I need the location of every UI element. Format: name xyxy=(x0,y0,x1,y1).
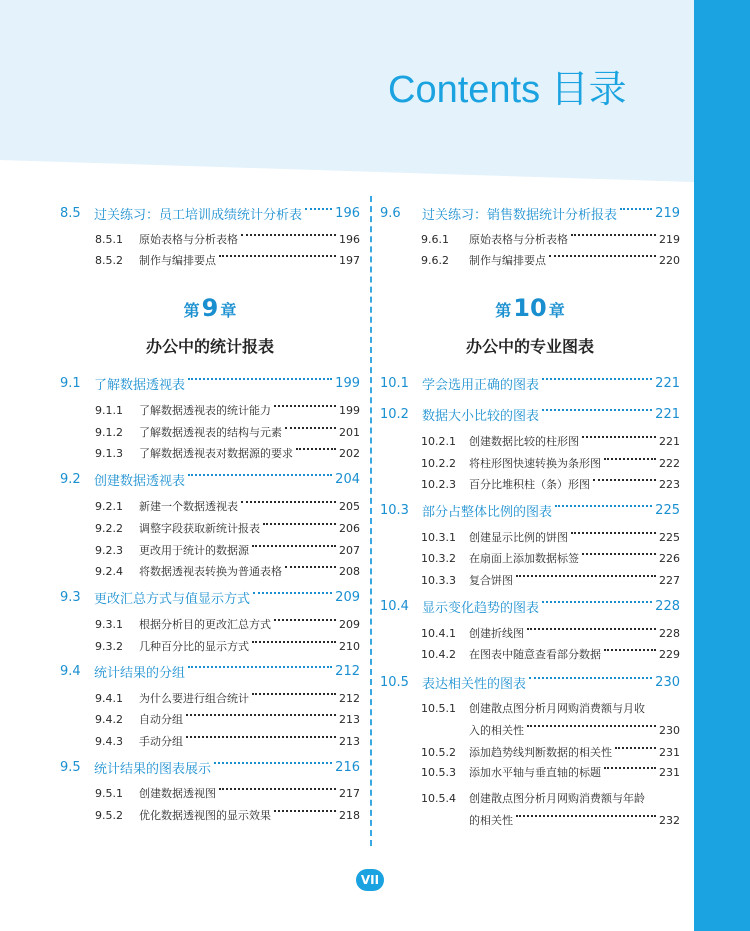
entry-page: 223 xyxy=(659,477,680,491)
entry-label: 手动分组 xyxy=(139,735,183,748)
dot-leader xyxy=(252,693,336,695)
entry-number: 9.4 xyxy=(60,663,81,679)
entry-label: 了解数据透视表的统计能力 xyxy=(139,404,271,417)
toc-entry-9-2-1[interactable] xyxy=(60,496,360,516)
toc-entry-10-2-1[interactable] xyxy=(380,431,680,451)
entry-page: 207 xyxy=(339,543,360,557)
entry-label-continued: 入的相关性 xyxy=(469,724,524,737)
toc-entry-10-2-2[interactable] xyxy=(380,453,680,473)
toc-entry-10-2[interactable] xyxy=(380,404,680,424)
entry-number: 9.2.3 xyxy=(95,543,123,557)
entry-page: 230 xyxy=(659,723,680,737)
toc-entry-9-3[interactable] xyxy=(60,587,360,607)
header-background xyxy=(0,0,750,200)
toc-entry-10-4-1[interactable] xyxy=(380,623,680,643)
entry-number: 9.2 xyxy=(60,471,81,487)
entry-number: 10.2.2 xyxy=(421,456,456,470)
entry-label: 了解数据透视表对数据源的要求 xyxy=(139,447,293,460)
entry-label: 表达相关性的图表 xyxy=(422,676,527,692)
entry-label: 百分比堆积柱（条）形图 xyxy=(469,478,590,491)
entry-page: 222 xyxy=(659,456,680,470)
dot-leader xyxy=(241,234,336,236)
entry-page: 212 xyxy=(339,691,360,705)
entry-number: 10.1 xyxy=(380,375,409,391)
toc-entry-9-4[interactable] xyxy=(60,661,360,681)
dot-leader xyxy=(241,501,336,503)
dot-leader xyxy=(186,714,336,716)
toc-entry-9-2-3[interactable] xyxy=(60,540,360,560)
entry-label-continued: 的相关性 xyxy=(469,814,513,827)
entry-number: 10.3.1 xyxy=(421,530,456,544)
dot-leader xyxy=(516,815,656,817)
toc-entry-9-2-2[interactable] xyxy=(60,518,360,538)
entry-page: 228 xyxy=(659,626,680,640)
dot-leader xyxy=(593,479,656,481)
entry-page: 204 xyxy=(335,471,360,487)
dot-leader xyxy=(219,788,336,790)
entry-number: 9.2.2 xyxy=(95,521,123,535)
entry-page: 226 xyxy=(659,551,680,565)
toc-entry-10-5-2[interactable] xyxy=(380,742,680,762)
toc-entry-10-3-2[interactable] xyxy=(380,548,680,568)
entry-page: 206 xyxy=(339,521,360,535)
toc-entry-10-5[interactable] xyxy=(380,672,680,692)
entry-label: 创建数据透视图 xyxy=(139,787,216,800)
entry-page: 199 xyxy=(339,403,360,417)
entry-label: 创建散点图分析月网购消费额与年龄 xyxy=(469,792,645,805)
toc-entry-10-5-3[interactable] xyxy=(380,762,680,782)
entry-label: 创建显示比例的饼图 xyxy=(469,531,568,544)
entry-number: 9.1.3 xyxy=(95,446,123,460)
toc-entry-9-6[interactable]: 9.6 过关练习：销售数据统计分析报表 219 xyxy=(380,205,680,223)
toc-entry-8-5[interactable]: 8.5 过关练习：员工培训成绩统计分析表 196 xyxy=(60,205,360,223)
dot-leader xyxy=(604,649,656,651)
dot-leader xyxy=(285,427,336,429)
toc-entry-10-5-1-cont[interactable] xyxy=(380,720,680,740)
entry-label: 优化数据透视图的显示效果 xyxy=(139,809,271,822)
toc-entry-10-5-4[interactable] xyxy=(380,788,680,808)
toc-entry-10-2-3[interactable] xyxy=(380,474,680,494)
chapter-title: 办公中的统计报表 xyxy=(145,337,274,356)
dot-leader xyxy=(604,458,656,460)
dot-leader xyxy=(604,767,656,769)
dot-leader xyxy=(529,677,652,679)
entry-label: 新建一个数据透视表 xyxy=(139,500,238,513)
toc-entry-10-1[interactable] xyxy=(380,373,680,393)
dot-leader xyxy=(296,448,336,450)
entry-label: 在图表中随意查看部分数据 xyxy=(469,648,601,661)
dot-leader xyxy=(253,592,332,594)
toc-entry-8-5-1[interactable]: 8.5.1 原始表格与分析表格 196 xyxy=(95,232,360,246)
entry-number: 10.5 xyxy=(380,674,409,690)
entry-page: 221 xyxy=(655,375,680,391)
toc-entry-9-2-4[interactable] xyxy=(60,561,360,581)
entry-number: 9.2.1 xyxy=(95,499,123,513)
dot-leader xyxy=(274,810,336,812)
dot-leader xyxy=(274,619,336,621)
chapter-heading: 第10 章 xyxy=(495,294,565,322)
entry-label: 自动分组 xyxy=(139,713,183,726)
entry-label: 了解数据透视表的结构与元素 xyxy=(139,426,282,439)
chapter-heading: 第9 章 xyxy=(183,294,237,322)
entry-label: 添加趋势线判断数据的相关性 xyxy=(469,746,612,759)
toc-entry-10-3-1[interactable] xyxy=(380,527,680,547)
entry-page: 210 xyxy=(339,639,360,653)
entry-label: 复合饼图 xyxy=(469,574,513,587)
entry-page: 209 xyxy=(339,617,360,631)
entry-number: 10.2.3 xyxy=(421,477,456,491)
toc-entry-10-4-2[interactable] xyxy=(380,644,680,664)
entry-number: 10.4.1 xyxy=(421,626,456,640)
entry-page: 199 xyxy=(335,375,360,391)
entry-page: 208 xyxy=(339,564,360,578)
entry-number: 9.5.1 xyxy=(95,786,123,800)
toc-entry-10-5-1[interactable] xyxy=(380,698,680,718)
entry-page: 209 xyxy=(335,589,360,605)
entry-label: 更改汇总方式与值显示方式 xyxy=(94,591,251,607)
entry-label: 更改用于统计的数据源 xyxy=(139,544,249,557)
entry-page: 218 xyxy=(339,808,360,822)
entry-page: 231 xyxy=(659,765,680,779)
toc-entry-9-4-2[interactable] xyxy=(60,709,360,729)
dot-leader xyxy=(305,208,332,210)
entry-label: 几种百分比的显示方式 xyxy=(139,640,249,653)
dot-leader xyxy=(571,532,656,534)
toc-entry-10-5-4-cont[interactable] xyxy=(380,810,680,830)
dot-leader xyxy=(582,436,656,438)
dot-leader xyxy=(516,575,656,577)
entry-label: 创建散点图分析月网购消费额与月收 xyxy=(469,702,645,715)
entry-number: 10.5.3 xyxy=(421,765,456,779)
entry-page: 217 xyxy=(339,786,360,800)
entry-label: 统计结果的分组 xyxy=(94,665,186,681)
side-tab-bar xyxy=(694,0,750,931)
entry-number: 10.3.3 xyxy=(421,573,456,587)
entry-label: 根据分析目的更改汇总方式 xyxy=(139,618,271,631)
dot-leader xyxy=(555,505,652,507)
toc-entry-10-3[interactable] xyxy=(380,500,680,520)
entry-page: 232 xyxy=(659,813,680,827)
toc-entry-9-3-1[interactable] xyxy=(60,614,360,634)
entry-page: 216 xyxy=(335,759,360,775)
toc-entry-9-1-1[interactable] xyxy=(60,400,360,420)
dot-leader xyxy=(219,255,336,257)
dot-leader xyxy=(263,523,336,525)
entry-page: 227 xyxy=(659,573,680,587)
entry-number: 9.1 xyxy=(60,375,81,391)
entry-number: 9.2.4 xyxy=(95,564,123,578)
dot-leader xyxy=(188,474,332,476)
entry-label: 部分占整体比例的图表 xyxy=(422,504,553,520)
entry-page: 228 xyxy=(655,598,680,614)
entry-number: 10.3 xyxy=(380,502,409,518)
entry-page: 221 xyxy=(659,434,680,448)
entry-label: 将柱形图快速转换为条形图 xyxy=(469,457,601,470)
entry-number: 9.3.1 xyxy=(95,617,123,631)
toc-entry-9-1-2[interactable] xyxy=(60,422,360,442)
entry-label: 将数据透视表转换为普通表格 xyxy=(139,565,282,578)
toc-entry-8-5-2[interactable]: 8.5.2 制作与编排要点 197 xyxy=(95,253,360,267)
chapter-title: 办公中的专业图表 xyxy=(465,337,594,356)
dot-leader xyxy=(542,409,652,411)
entry-number: 9.3.2 xyxy=(95,639,123,653)
dot-leader xyxy=(620,208,652,210)
entry-number: 10.5.4 xyxy=(421,791,456,805)
toc-entry-9-4-1[interactable] xyxy=(60,688,360,708)
entry-label: 调整字段获取新统计报表 xyxy=(139,522,260,535)
entry-label: 显示变化趋势的图表 xyxy=(422,600,540,616)
entry-page: 231 xyxy=(659,745,680,759)
dot-leader xyxy=(542,378,652,380)
entry-number: 9.1.1 xyxy=(95,403,123,417)
entry-label: 了解数据透视表 xyxy=(94,377,186,393)
entry-page: 225 xyxy=(655,502,680,518)
dot-leader xyxy=(527,628,656,630)
dot-leader xyxy=(571,234,656,236)
dot-leader xyxy=(615,747,656,749)
page-number-badge: VII xyxy=(356,869,384,891)
toc-entry-9-2[interactable] xyxy=(60,469,360,489)
entry-label: 统计结果的图表展示 xyxy=(94,761,212,777)
dot-leader xyxy=(542,601,652,603)
column-divider xyxy=(370,196,372,846)
entry-page: 205 xyxy=(339,499,360,513)
entry-number: 10.5.2 xyxy=(421,745,456,759)
dot-leader xyxy=(252,545,336,547)
entry-page: 202 xyxy=(339,446,360,460)
entry-number: 9.4.1 xyxy=(95,691,123,705)
dot-leader xyxy=(214,762,332,764)
entry-number: 10.4 xyxy=(380,598,409,614)
entry-label: 数据大小比较的图表 xyxy=(422,408,540,424)
entry-number: 10.5.1 xyxy=(421,701,456,715)
entry-page: 213 xyxy=(339,712,360,726)
entry-label: 为什么要进行组合统计 xyxy=(139,692,249,705)
entry-number: 9.5.2 xyxy=(95,808,123,822)
page-title: Contents 目录 xyxy=(388,69,627,111)
entry-number: 9.5 xyxy=(60,759,81,775)
entry-number: 9.4.2 xyxy=(95,712,123,726)
entry-page: 230 xyxy=(655,674,680,690)
toc-entry-9-4-3[interactable] xyxy=(60,731,360,751)
entry-number: 9.4.3 xyxy=(95,734,123,748)
entry-label: 在扇面上添加数据标签 xyxy=(469,552,579,565)
dot-leader xyxy=(188,378,332,380)
dot-leader xyxy=(186,736,336,738)
toc-entry-9-1-3[interactable] xyxy=(60,443,360,463)
dot-leader xyxy=(285,566,336,568)
entry-label: 创建数据透视表 xyxy=(94,473,186,489)
entry-number: 9.3 xyxy=(60,589,81,605)
entry-label: 学会选用正确的图表 xyxy=(422,377,540,393)
entry-page: 213 xyxy=(339,734,360,748)
entry-page: 225 xyxy=(659,530,680,544)
dot-leader xyxy=(549,255,656,257)
toc-entry-10-3-3[interactable] xyxy=(380,570,680,590)
toc-entry-9-6-2[interactable]: 9.6.2 制作与编排要点 220 xyxy=(421,253,680,267)
entry-page: 212 xyxy=(335,663,360,679)
dot-leader xyxy=(582,553,656,555)
entry-number: 9.1.2 xyxy=(95,425,123,439)
entry-label: 创建数据比较的柱形图 xyxy=(469,435,579,448)
dot-leader xyxy=(252,641,336,643)
toc-entry-9-5-2[interactable] xyxy=(60,805,360,825)
toc-entry-9-1[interactable] xyxy=(60,373,360,393)
entry-number: 10.2 xyxy=(380,406,409,422)
toc-entry-9-5-1[interactable] xyxy=(60,783,360,803)
toc-entry-9-3-2[interactable] xyxy=(60,636,360,656)
entry-page: 201 xyxy=(339,425,360,439)
toc-entry-9-6-1[interactable]: 9.6.1 原始表格与分析表格 219 xyxy=(421,232,680,246)
toc-entry-9-5[interactable] xyxy=(60,757,360,777)
entry-page: 221 xyxy=(655,406,680,422)
entry-number: 10.3.2 xyxy=(421,551,456,565)
entry-page: 229 xyxy=(659,647,680,661)
entry-number: 10.4.2 xyxy=(421,647,456,661)
toc-entry-10-4[interactable] xyxy=(380,596,680,616)
dot-leader xyxy=(274,405,336,407)
dot-leader xyxy=(188,666,332,668)
entry-label: 添加水平轴与垂直轴的标题 xyxy=(469,766,601,779)
dot-leader xyxy=(527,725,656,727)
entry-label: 创建折线图 xyxy=(469,627,524,640)
entry-number: 10.2.1 xyxy=(421,434,456,448)
